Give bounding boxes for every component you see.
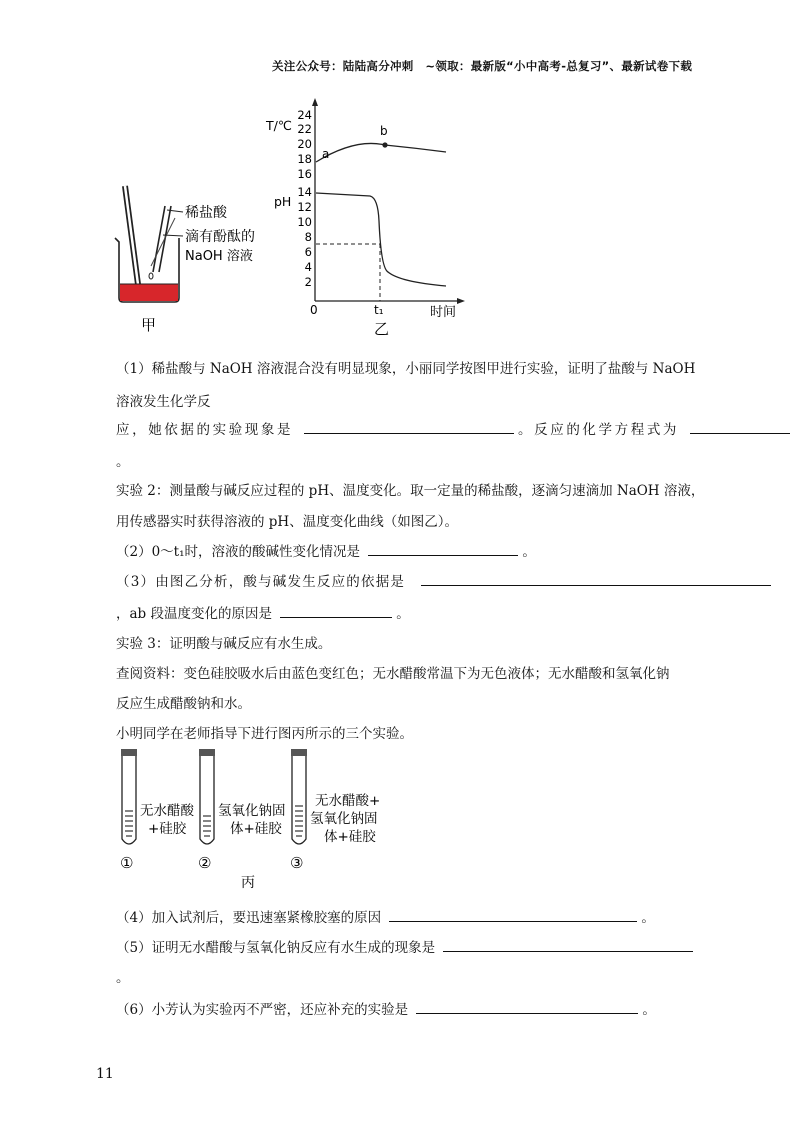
ph-tick-8: 8 (304, 230, 312, 244)
label-naoh: NaOH 溶液 (185, 249, 253, 264)
caption-bing: 丙 (241, 875, 255, 891)
label-a: a (322, 147, 330, 161)
dropper-1 (153, 206, 165, 272)
q3-blank-ab[interactable] (280, 605, 392, 618)
q1-blank-equation[interactable] (690, 421, 790, 434)
page-number: 11 (96, 1066, 114, 1082)
ph-tick-10: 10 (297, 215, 312, 229)
tube3-label-1: 无水醋酸+ (315, 793, 381, 809)
q5-period-line: 。 (116, 970, 130, 986)
dropper-2 (151, 218, 175, 266)
figure-yi-graph (260, 96, 475, 341)
tube3-label-3: 体+硅胶 (324, 829, 376, 845)
origin-label: 0 (310, 303, 318, 317)
caption-yi: 乙 (374, 320, 390, 338)
q4-text: （4）加入试剂后，要迅速塞紧橡胶塞的原因 (116, 910, 382, 926)
t-tick-20: 20 (297, 137, 312, 151)
tube1-label-2: +硅胶 (148, 821, 187, 837)
q4-blank[interactable] (389, 909, 637, 922)
q4-line (116, 906, 655, 926)
ph-tick-2: 2 (304, 275, 312, 289)
ph-tick-6: 6 (304, 245, 312, 259)
ph-curve (316, 193, 446, 286)
q6-text: （6）小芳认为实验丙不严密，还应补充的实验是 (116, 1002, 409, 1018)
q5-text: （5）证明无水醋酸与氢氧化钠反应有水生成的现象是 (116, 940, 436, 956)
test-tube-3 (291, 749, 307, 844)
tube3-label-2: 氢氧化钠固 (310, 811, 378, 827)
q3-blank-basis[interactable] (421, 573, 771, 586)
q3-text-a: （3）由图乙分析，酸与碱发生反应的依据是 (116, 574, 406, 590)
figure-jia (105, 180, 280, 340)
q3-period: 。 (396, 606, 410, 622)
q2-text: （2）0～t₁时，溶液的酸碱性变化情况是 (116, 544, 361, 560)
y-label-ph: pH (274, 194, 292, 209)
q1-blank-phenomenon[interactable] (304, 421, 514, 434)
q3-line-b (116, 602, 410, 622)
red-solution (120, 284, 178, 301)
ph-tick-4: 4 (304, 260, 312, 274)
tube3-number: ③ (290, 854, 304, 872)
info-line-b: 反应生成醋酸钠和水。 (116, 696, 251, 712)
temperature-curve (316, 143, 446, 162)
q1-text-d: 。反应的化学方程式为 (518, 422, 680, 438)
q1-line-e: 。 (116, 454, 130, 470)
q1-text-c: 应，她依据的实验现象是 (116, 422, 294, 438)
ming-line: 小明同学在老师指导下进行图丙所示的三个实验。 (116, 726, 413, 742)
q1-line-c (116, 418, 790, 438)
point-b (382, 142, 387, 147)
exp2-line-a: 实验 2：测量酸与碱反应过程的 pH、温度变化。取一定量的稀盐酸，逐滴匀速滴加 NaOH 溶液， (116, 483, 705, 499)
test-tube-2 (199, 749, 215, 844)
t-tick-22: 22 (297, 122, 312, 136)
test-tube-1 (121, 749, 137, 844)
label-acid: 稀盐酸 (185, 205, 227, 221)
q1-line-b: 溶液发生化学反 (116, 394, 211, 410)
tube1-label-1: 无水醋酸 (140, 803, 194, 819)
q4-period: 。 (641, 910, 655, 926)
q6-line (116, 998, 656, 1018)
ph-tick-12: 12 (297, 200, 312, 214)
page-header: 关注公众号：陆陆高分冲刺 ~领取：最新版“小中高考-总复习”、最新试卷下载 (272, 59, 693, 73)
y-label-temperature: T/℃ (266, 118, 292, 133)
q2-period: 。 (522, 544, 536, 560)
q2-line (116, 540, 536, 560)
exp3-line: 实验 3：证明酸与碱反应有水生成。 (116, 636, 332, 652)
label-b: b (380, 124, 388, 138)
tube2-number: ② (198, 854, 212, 872)
q5-line (116, 936, 693, 956)
q6-period: 。 (642, 1002, 656, 1018)
exp2-line-b: 用传感器实时获得溶液的 pH、温度变化曲线（如图乙）。 (116, 514, 458, 530)
tube2-label-1: 氢氧化钠固 (218, 803, 286, 819)
tube1-number: ① (120, 854, 134, 872)
label-phenol: 滴有酚酞的 (185, 229, 255, 245)
t-tick-18: 18 (297, 152, 312, 166)
x-label-time: 时间 (430, 305, 457, 320)
info-line-a: 查阅资料：变色硅胶吸水后由蓝色变红色；无水醋酸常温下为无色液体；无水醋酸和氢氧化钠 (116, 666, 670, 682)
q2-blank[interactable] (368, 543, 518, 556)
figure-bing (110, 747, 410, 892)
q3-line-a (116, 570, 771, 590)
t1-label: t₁ (374, 303, 384, 317)
tube2-label-2: 体+硅胶 (230, 821, 282, 837)
t-tick-24: 24 (297, 108, 312, 122)
q3-text-b: ，ab 段温度变化的原因是 (116, 606, 272, 622)
q6-blank[interactable] (416, 1001, 638, 1014)
t-tick-16: 16 (297, 167, 312, 181)
q5-blank[interactable] (443, 939, 693, 952)
ph-tick-14: 14 (297, 185, 312, 199)
caption-jia: 甲 (141, 316, 157, 334)
q1-line-a: （1）稀盐酸与 NaOH 溶液混合没有明显现象，小丽同学按图甲进行实验，证明了盐酸与 NaOH (116, 361, 696, 377)
